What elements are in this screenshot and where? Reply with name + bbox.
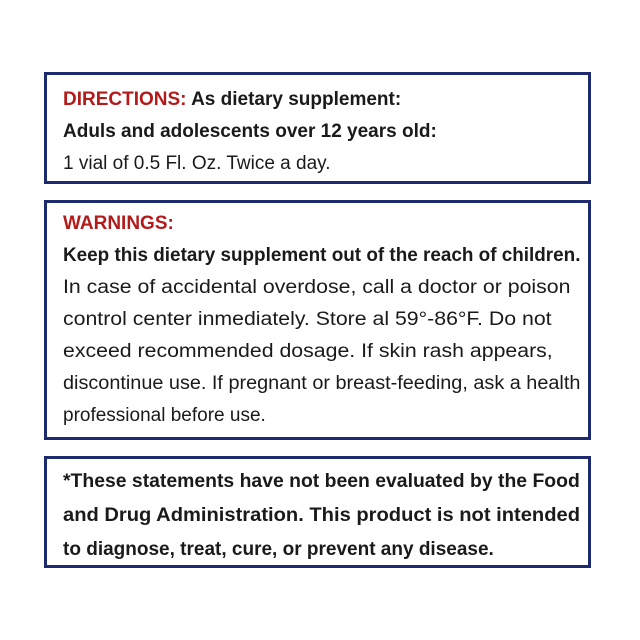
directions-line-2: Aduls and adolescents over 12 years old: [63,121,437,142]
warnings-line-4: exceed recommended dosage. If skin rash appears, [63,341,553,362]
directions-line-3: 1 vial of 0.5 Fl. Oz. Twice a day. [63,153,331,174]
warnings-line-6: professional before use. [63,405,266,426]
disclaimer-line-2: and Drug Administration. This product is not intended [63,505,581,526]
disclaimer-line-1: *These statements have not been evaluated by the Food [63,471,580,492]
warnings-heading: WARNINGS: [63,213,174,234]
warnings-panel [44,200,591,440]
warnings-line-3: control center inmediately. Store al 59°-86°F. Do not [63,309,552,330]
directions-subheading: As dietary supplement: [186,89,402,110]
disclaimer-line-3: to diagnose, treat, cure, or prevent any disease. [63,539,494,560]
warnings-line-5: discontinue use. If pregnant or breast-feeding, ask a health [63,373,581,394]
warnings-line-1: Keep this dietary supplement out of the reach of children. [63,245,581,266]
directions-panel [44,72,591,184]
disclaimer-panel [44,456,591,568]
warnings-line-2: In case of accidental overdose, call a doctor or poison [63,277,571,298]
directions-heading: DIRECTIONS: [63,89,187,110]
directions-line-1 [63,87,401,113]
